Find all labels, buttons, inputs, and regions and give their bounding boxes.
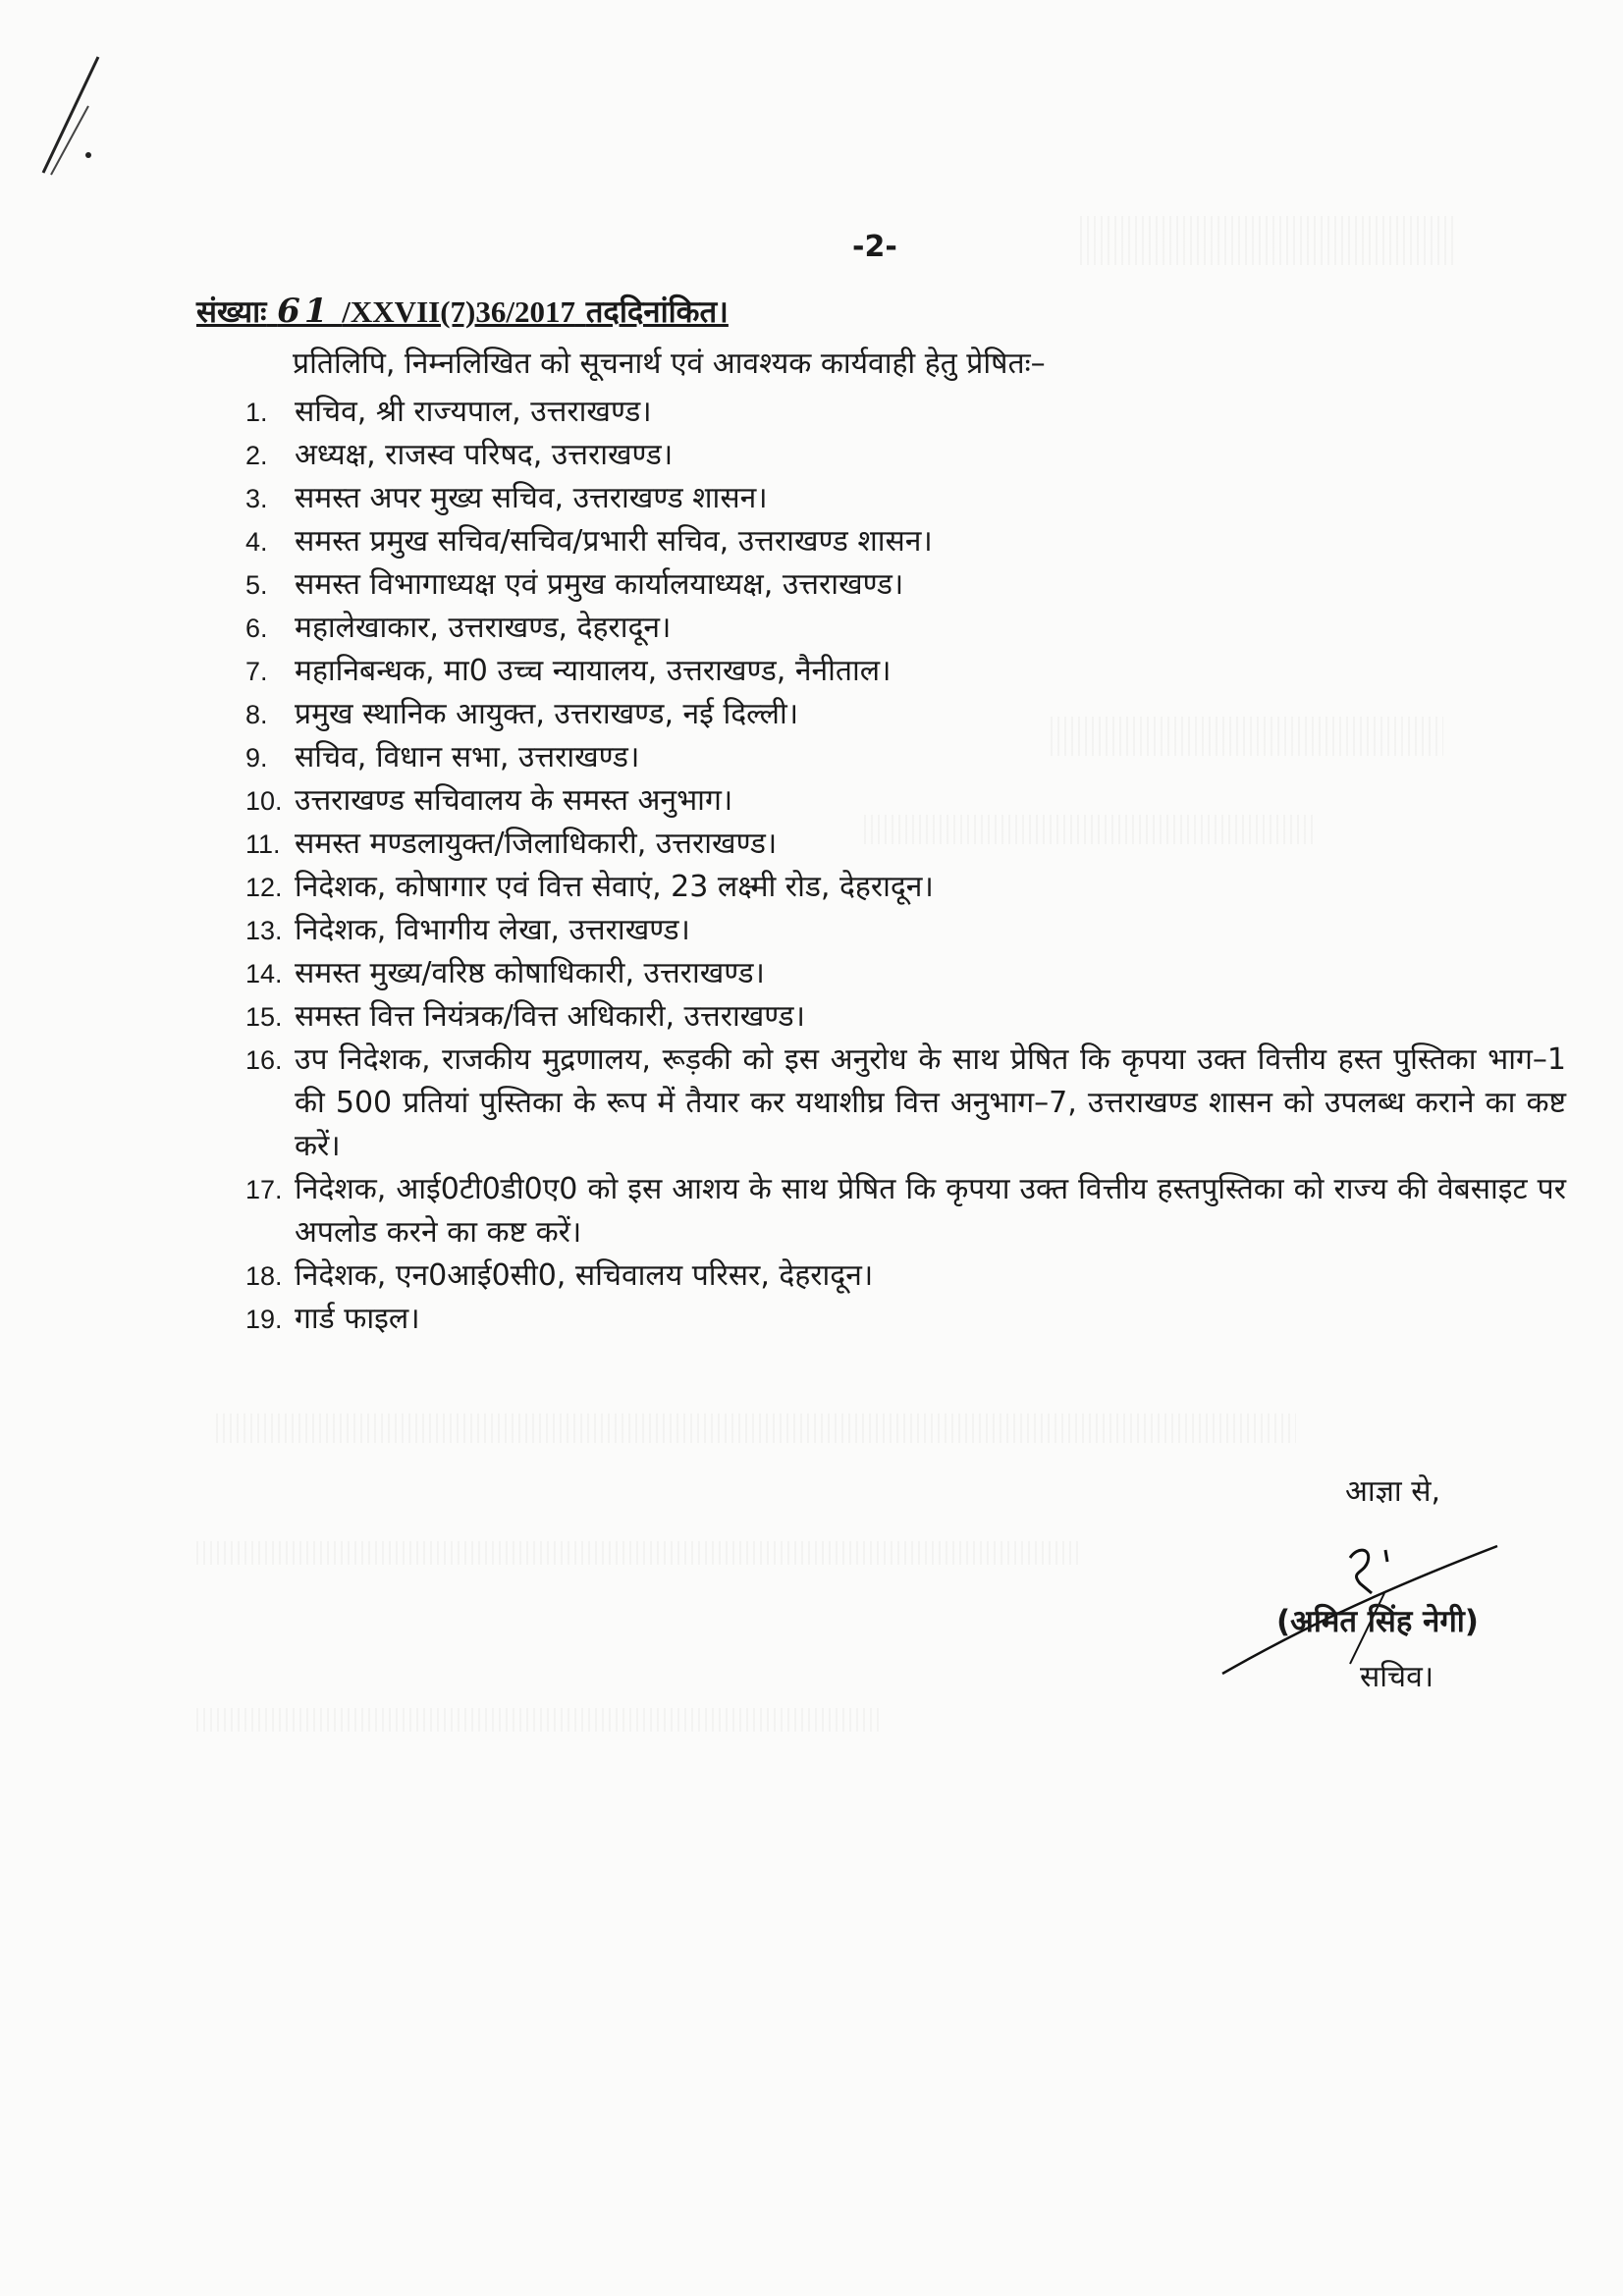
list-item	[245, 434, 1566, 477]
list-item	[245, 391, 1566, 434]
item-number: 13.	[245, 916, 283, 945]
list-item	[245, 909, 1566, 952]
item-text: निदेशक, विभागीय लेखा, उत्तराखण्ड।	[295, 913, 690, 947]
item-text: समस्त मुख्य/वरिष्ठ कोषाधिकारी, उत्तराखण्ड।	[295, 956, 765, 990]
list-item	[245, 952, 1566, 995]
reference-number-line	[196, 291, 729, 332]
list-item	[245, 736, 1566, 779]
item-number: 5.	[245, 570, 268, 600]
file-code: /XXVII(7)36/2017	[342, 294, 575, 329]
item-text: गार्ड फाइल।	[295, 1302, 420, 1336]
recipient-list	[245, 391, 1566, 1341]
item-number: 15.	[245, 1002, 283, 1032]
item-number: 10.	[245, 786, 283, 816]
list-item	[245, 866, 1566, 909]
item-text: महालेखाकार, उत्तराखण्ड, देहरादून।	[295, 611, 672, 645]
item-number: 11.	[245, 829, 281, 859]
by-order-text: आज्ञा से,	[1345, 1474, 1441, 1509]
item-text: निदेशक, कोषागार एवं वित्त सेवाएं, 23 लक्ष्मी रोड, देहरादून।	[295, 870, 934, 904]
item-number: 18.	[245, 1261, 283, 1291]
scan-noise	[196, 1541, 1080, 1565]
reference-date-suffix: तददिनांकित।	[585, 294, 729, 330]
scan-noise	[196, 1708, 884, 1732]
item-text: समस्त अपर मुख्य सचिव, उत्तराखण्ड शासन।	[295, 481, 768, 515]
list-item	[245, 779, 1566, 823]
item-number: 17.	[245, 1175, 283, 1204]
item-number: 4.	[245, 527, 268, 557]
list-item	[245, 1298, 1566, 1341]
item-text: समस्त विभागाध्यक्ष एवं प्रमुख कार्यालयाध्यक्ष, उत्तराखण्ड।	[295, 567, 904, 602]
item-number: 12.	[245, 873, 283, 902]
handwritten-letter-number: 61	[277, 292, 332, 331]
item-text: उप निदेशक, राजकीय मुद्रणालय, रूड़की को इस अनुरोध के साथ प्रेषित कि कृपया उक्त वित्तीय हस्त पुस्तिका भाग–1 की 500 प्रतियां पुस्तिका के रूप में तैयार कर यथाशीघ्र वित्त अनुभाग–7, उत्तराखण्ड शासन को उपलब्ध कराने का कष्ट करें।	[295, 1042, 1566, 1163]
signer-name: (अमित सिंह नेगी)	[1276, 1604, 1479, 1639]
item-number: 14.	[245, 959, 283, 988]
item-text: उत्तराखण्ड सचिवालय के समस्त अनुभाग।	[295, 783, 733, 818]
item-text: निदेशक, आई0टी0डी0ए0 को इस आशय के साथ प्रेषित कि कृपया उक्त वित्तीय हस्तपुस्तिका को राज्य की वेबसाइट पर अपलोड करने का कष्ट करें।	[295, 1172, 1566, 1250]
scan-noise	[216, 1414, 1296, 1443]
page-number: -2-	[852, 230, 897, 264]
list-item	[245, 823, 1566, 866]
list-item	[245, 995, 1566, 1039]
list-item	[245, 1255, 1566, 1298]
copy-to-intro: प्रतिलिपि, निम्नलिखित को सूचनार्थ एवं आवश्यक कार्यवाही हेतु प्रेषितः–	[293, 347, 1046, 381]
item-number: 19.	[245, 1305, 283, 1334]
item-text: निदेशक, एन0आई0सी0, सचिवालय परिसर, देहरादून।	[295, 1258, 874, 1293]
reference-prefix: संख्याः	[196, 294, 267, 330]
list-item	[245, 693, 1566, 736]
margin-tick-mark	[29, 47, 147, 185]
list-item	[245, 1039, 1566, 1168]
list-item	[245, 563, 1566, 607]
item-text: समस्त प्रमुख सचिव/सचिव/प्रभारी सचिव, उत्तराखण्ड शासन।	[295, 524, 933, 559]
item-text: सचिव, श्री राज्यपाल, उत्तराखण्ड।	[295, 395, 652, 429]
list-item	[245, 477, 1566, 520]
item-number: 1.	[245, 398, 268, 427]
signer-designation: सचिव।	[1360, 1660, 1434, 1694]
item-text: समस्त मण्डलायुक्त/जिलाधिकारी, उत्तराखण्ड।	[295, 827, 778, 861]
item-number: 3.	[245, 484, 268, 513]
item-number: 2.	[245, 441, 268, 470]
item-number: 6.	[245, 614, 268, 643]
scan-noise	[1080, 216, 1453, 265]
item-text: समस्त वित्त नियंत्रक/वित्त अधिकारी, उत्तराखण्ड।	[295, 999, 805, 1034]
list-item	[245, 520, 1566, 563]
item-number: 9.	[245, 743, 268, 773]
item-text: अध्यक्ष, राजस्व परिषद, उत्तराखण्ड।	[295, 438, 674, 472]
item-text: सचिव, विधान सभा, उत्तराखण्ड।	[295, 740, 640, 774]
list-item	[245, 1168, 1566, 1255]
item-number: 8.	[245, 700, 268, 729]
list-item	[245, 650, 1566, 693]
item-text: महानिबन्धक, मा0 उच्च न्यायालय, उत्तराखण्ड, नैनीताल।	[295, 654, 892, 688]
item-number: 7.	[245, 657, 268, 686]
item-number: 16.	[245, 1045, 283, 1075]
list-item	[245, 607, 1566, 650]
item-text: प्रमुख स्थानिक आयुक्त, उत्तराखण्ड, नई दिल्ली।	[295, 697, 799, 731]
